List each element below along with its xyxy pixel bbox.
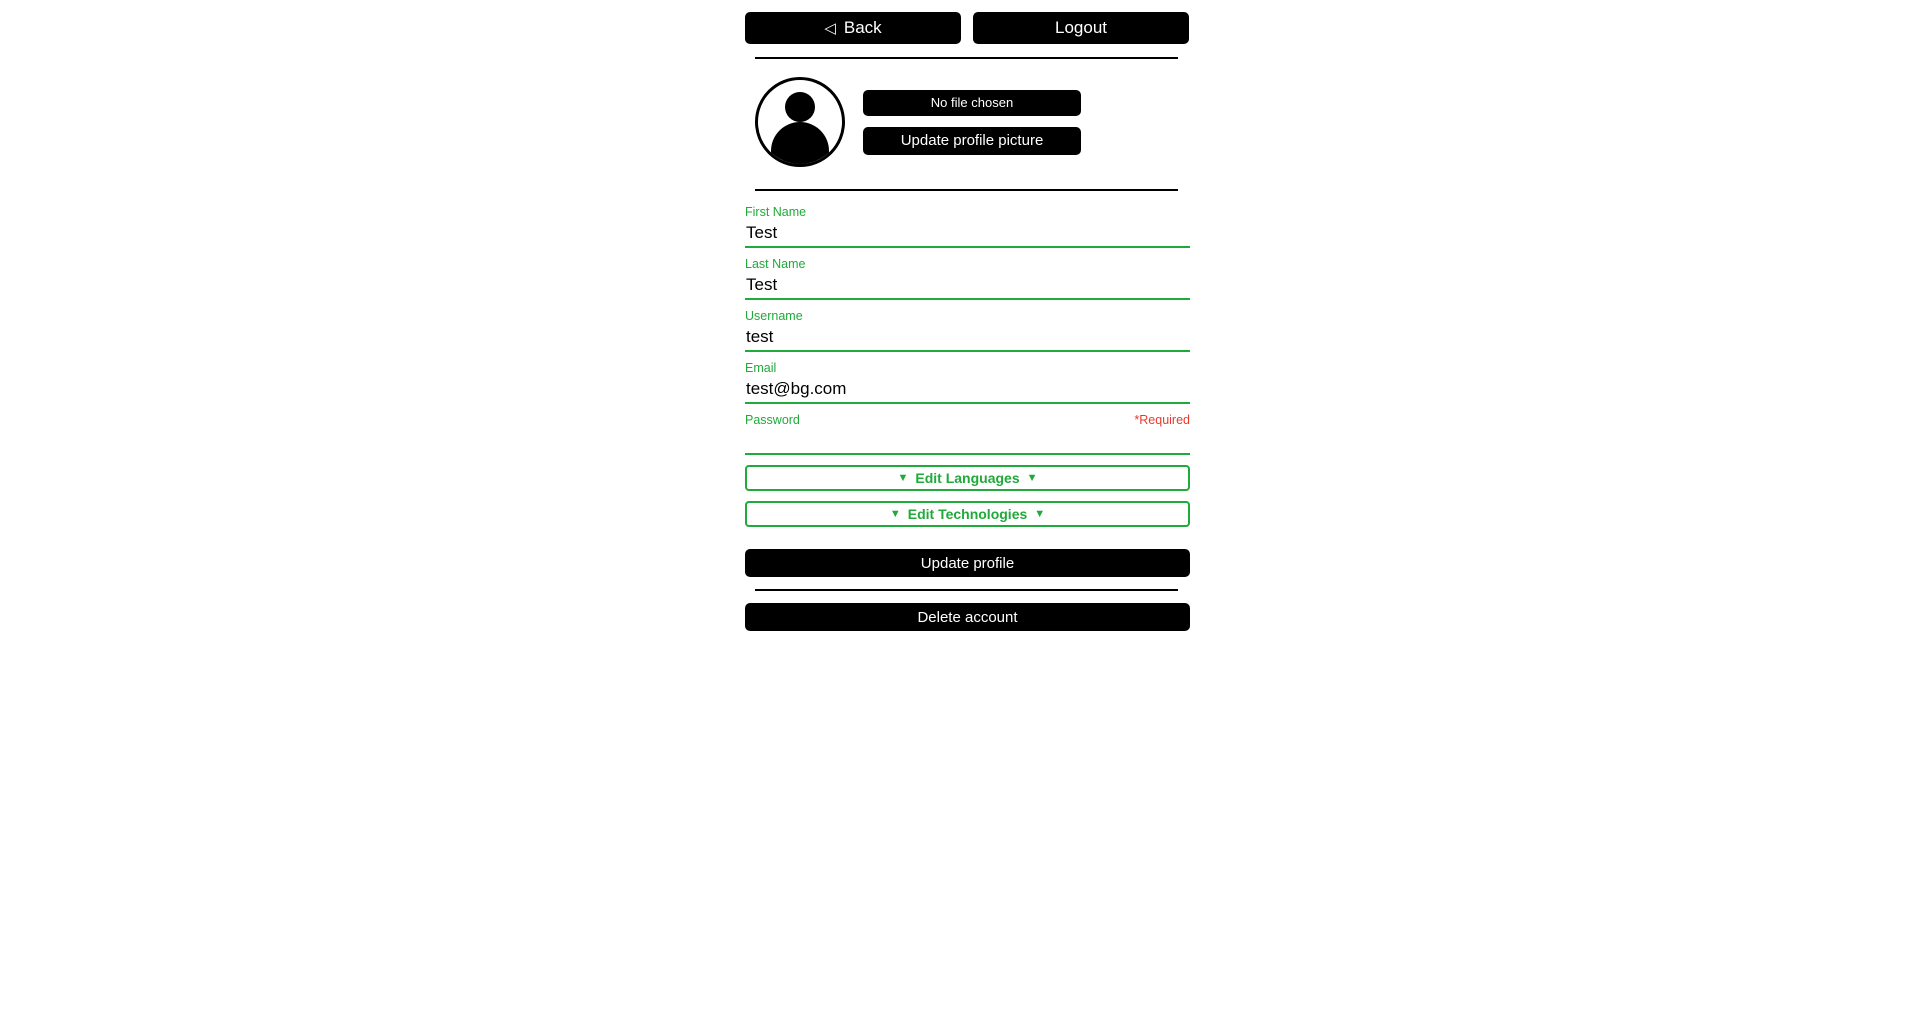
password-required-note: *Required [1134, 413, 1190, 427]
profile-column [745, 0, 1190, 631]
username-field-group [745, 309, 1190, 352]
logout-button-label: Logout [1055, 18, 1107, 37]
chevron-down-icon-left-2: ▼ [889, 507, 901, 520]
password-input[interactable] [745, 429, 1190, 455]
delete-account-label: Delete account [917, 608, 1018, 626]
chevron-down-icon-right-2: ▼ [1034, 507, 1046, 520]
username-input[interactable] [745, 325, 1190, 352]
divider-middle [755, 189, 1178, 191]
update-profile-button[interactable] [745, 549, 1190, 577]
back-button-label: Back [843, 18, 882, 37]
email-field-group [745, 361, 1190, 404]
profile-picture-buttons [863, 90, 1081, 155]
first-name-input[interactable] [745, 221, 1190, 248]
choose-file-label: No file chosen [930, 95, 1014, 110]
edit-languages-button[interactable] [745, 465, 1190, 491]
chevron-down-icon-left: ▼ [897, 471, 909, 484]
delete-account-button[interactable] [745, 603, 1190, 631]
profile-form [745, 205, 1190, 577]
update-profile-picture-label: Update profile picture [900, 132, 1044, 149]
avatar-head-shape [785, 92, 815, 122]
divider-bottom [755, 589, 1178, 591]
email-input[interactable] [745, 377, 1190, 404]
profile-picture-section [745, 77, 1190, 167]
divider-top [755, 57, 1178, 59]
last-name-label: Last Name [745, 257, 806, 271]
username-label: Username [745, 309, 803, 323]
update-profile-label: Update profile [920, 554, 1015, 572]
password-field-group [745, 413, 1190, 455]
back-triangle-icon: ◁ [824, 19, 836, 37]
first-name-field-group [745, 205, 1190, 248]
update-profile-picture-button[interactable] [863, 127, 1081, 155]
last-name-input[interactable] [745, 273, 1190, 300]
user-avatar-icon [755, 77, 845, 167]
password-label: Password [745, 413, 800, 427]
edit-technologies-label: Edit Technologies [907, 506, 1028, 522]
top-button-bar [745, 0, 1190, 44]
back-button[interactable] [745, 12, 961, 44]
edit-languages-label: Edit Languages [915, 470, 1020, 486]
email-label: Email [745, 361, 777, 375]
choose-file-button[interactable] [863, 90, 1081, 116]
last-name-field-group [745, 257, 1190, 300]
chevron-down-icon-right: ▼ [1026, 471, 1038, 484]
logout-button[interactable] [973, 12, 1189, 44]
first-name-label: First Name [745, 205, 807, 219]
password-label-row [745, 413, 1190, 429]
avatar-body-shape [771, 122, 829, 167]
edit-technologies-button[interactable] [745, 501, 1190, 527]
